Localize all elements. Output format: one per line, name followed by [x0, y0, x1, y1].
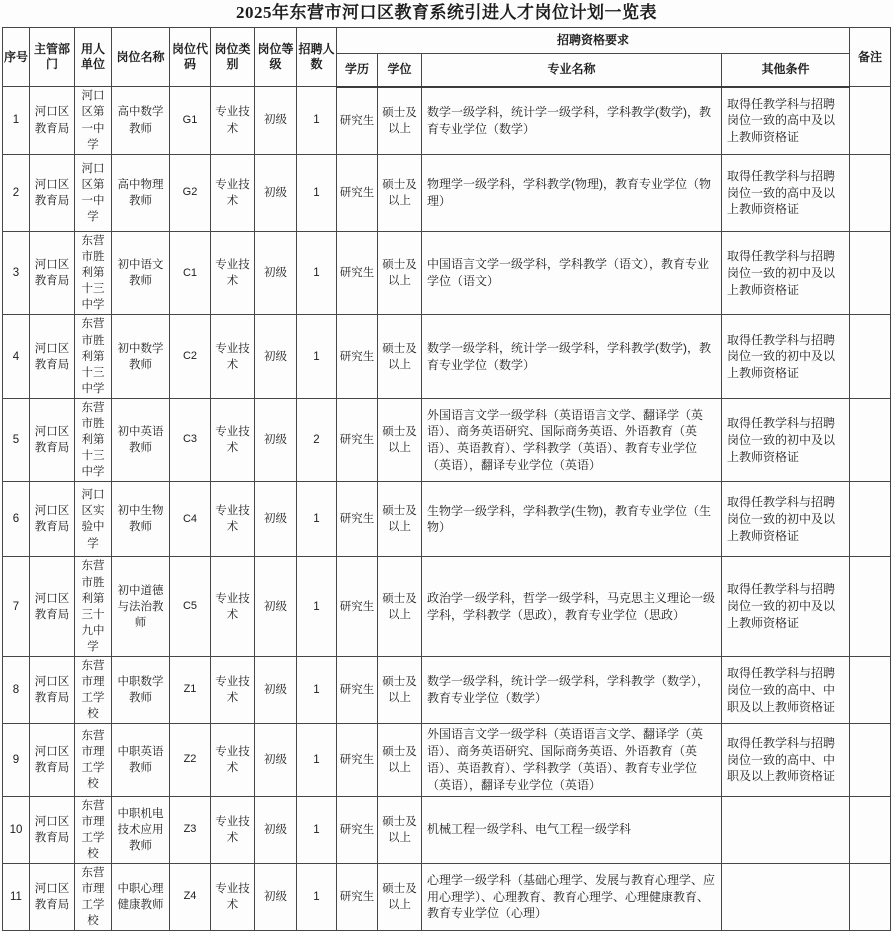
cell-gangwei-mingcheng: 中职机电技术应用教师	[111, 796, 169, 863]
cell-gangwei-dengji: 初级	[254, 398, 296, 481]
cell-gangwei-daima: C2	[169, 315, 210, 398]
cell-gangwei-mingcheng: 高中数学教师	[111, 87, 169, 155]
cell-yongren-danwei: 东营市胜利第十三中学	[74, 315, 111, 398]
cell-beizhu	[850, 315, 891, 398]
cell-yongren-danwei: 东营市理工学校	[74, 656, 111, 723]
cell-yongren-danwei: 河口区第一中学	[74, 87, 111, 155]
page-title: 2025年东营市河口区教育系统引进人才岗位计划一览表	[236, 3, 657, 22]
cell-zhuanye-mingcheng: 外国语言文学一级学科（英语语言文学、翻译学（英语）、商务英语研究、国际商务英语、外语教育（英语）、英语教育）、学科教学（英语）、教育专业学位（英语），翻译专业学位（英语）	[421, 398, 721, 481]
cell-zhuanye-mingcheng: 物理学一级学科，学科教学(物理)，教育专业学位（物理）	[421, 155, 721, 232]
cell-yongren-danwei: 河口区实验中学	[74, 482, 111, 557]
cell-zhuguan-bumen: 河口区教育局	[29, 398, 74, 481]
cell-zhuguan-bumen: 河口区教育局	[29, 724, 74, 796]
cell-xuewei: 硕士及以上	[377, 232, 421, 315]
cell-gangwei-daima: C1	[169, 232, 210, 315]
table-header	[2, 28, 890, 87]
cell-beizhu	[850, 863, 891, 930]
cell-gangwei-dengji: 初级	[254, 656, 296, 723]
cell-zhuanye-mingcheng: 生物学一级学科，学科教学(生物)，教育专业学位（生物）	[421, 482, 721, 557]
cell-qita-tiaojian: 取得任教学科与招聘岗位一致的初中及以上教师资格证	[721, 315, 849, 398]
cell-qita-tiaojian: 取得任教学科与招聘岗位一致的初中及以上教师资格证	[721, 398, 849, 481]
table-row	[2, 796, 890, 863]
cell-gangwei-daima: C4	[169, 482, 210, 557]
table-row	[2, 155, 890, 232]
cell-gangwei-leibie: 专业技术	[210, 724, 254, 796]
cell-gangwei-leibie: 专业技术	[210, 482, 254, 557]
cell-beizhu	[850, 482, 891, 557]
cell-zhaopin-renshu: 1	[296, 155, 336, 232]
cell-gangwei-mingcheng: 初中英语教师	[111, 398, 169, 481]
cell-xuhao: 11	[2, 863, 29, 930]
cell-xuewei: 硕士及以上	[377, 155, 421, 232]
cell-zhuguan-bumen: 河口区教育局	[29, 87, 74, 155]
cell-gangwei-leibie: 专业技术	[210, 87, 254, 155]
cell-gangwei-dengji: 初级	[254, 87, 296, 155]
col-header-qita-tiaojian: 其他条件	[721, 54, 849, 87]
cell-xueli: 研究生	[336, 398, 377, 481]
col-header-zhuguan-bumen: 主管部门	[29, 28, 74, 87]
cell-yongren-danwei: 东营市理工学校	[74, 863, 111, 930]
col-header-gangwei-dengji: 岗位等级	[254, 28, 296, 87]
cell-gangwei-dengji: 初级	[254, 796, 296, 863]
cell-beizhu	[850, 232, 891, 315]
cell-zhaopin-renshu: 1	[296, 656, 336, 723]
col-header-xueli: 学历	[336, 54, 377, 87]
cell-zhuguan-bumen: 河口区教育局	[29, 155, 74, 232]
cell-qita-tiaojian	[721, 796, 849, 863]
cell-xuewei: 硕士及以上	[377, 656, 421, 723]
cell-qita-tiaojian	[721, 863, 849, 930]
cell-xuhao: 2	[2, 155, 29, 232]
cell-gangwei-daima: Z2	[169, 724, 210, 796]
cell-zhuguan-bumen: 河口区教育局	[29, 863, 74, 930]
cell-gangwei-dengji: 初级	[254, 863, 296, 930]
cell-beizhu	[850, 656, 891, 723]
col-header-gangwei-daima: 岗位代码	[169, 28, 210, 87]
table-row	[2, 315, 890, 398]
cell-qita-tiaojian: 取得任教学科与招聘岗位一致的高中、中职及以上教师资格证	[721, 724, 849, 796]
cell-yongren-danwei: 东营市胜利第十三中学	[74, 232, 111, 315]
header-row-1	[2, 28, 890, 54]
cell-beizhu	[850, 155, 891, 232]
cell-xuhao: 5	[2, 398, 29, 481]
cell-gangwei-mingcheng: 高中物理教师	[111, 155, 169, 232]
cell-gangwei-mingcheng: 中职数学教师	[111, 656, 169, 723]
col-header-yongren-danwei: 用人单位	[74, 28, 111, 87]
cell-beizhu	[850, 557, 891, 657]
cell-gangwei-mingcheng: 初中语文教师	[111, 232, 169, 315]
cell-xueli: 研究生	[336, 87, 377, 155]
cell-zhaopin-renshu: 1	[296, 315, 336, 398]
table-row	[2, 557, 890, 657]
cell-gangwei-dengji: 初级	[254, 724, 296, 796]
cell-zhaopin-renshu: 1	[296, 724, 336, 796]
cell-zhuguan-bumen: 河口区教育局	[29, 796, 74, 863]
cell-beizhu	[850, 796, 891, 863]
cell-xuewei: 硕士及以上	[377, 315, 421, 398]
cell-gangwei-daima: Z1	[169, 656, 210, 723]
cell-gangwei-daima: Z3	[169, 796, 210, 863]
cell-xuhao: 9	[2, 724, 29, 796]
cell-yongren-danwei: 东营市理工学校	[74, 796, 111, 863]
table-row	[2, 724, 890, 796]
table-row	[2, 863, 890, 930]
cell-xueli: 研究生	[336, 315, 377, 398]
table-row	[2, 232, 890, 315]
cell-zhuguan-bumen: 河口区教育局	[29, 232, 74, 315]
table-row	[2, 87, 890, 155]
table-row	[2, 656, 890, 723]
cell-xuewei: 硕士及以上	[377, 482, 421, 557]
cell-qita-tiaojian: 取得任教学科与招聘岗位一致的高中及以上教师资格证	[721, 155, 849, 232]
cell-xueli: 研究生	[336, 863, 377, 930]
cell-zhuanye-mingcheng: 数学一级学科，统计学一级学科，学科教学(数学)，教育专业学位（数学）	[421, 87, 721, 155]
cell-xuhao: 4	[2, 315, 29, 398]
cell-gangwei-dengji: 初级	[254, 315, 296, 398]
cell-gangwei-leibie: 专业技术	[210, 557, 254, 657]
cell-zhaopin-renshu: 1	[296, 482, 336, 557]
cell-gangwei-leibie: 专业技术	[210, 863, 254, 930]
cell-xueli: 研究生	[336, 796, 377, 863]
cell-yongren-danwei: 东营市理工学校	[74, 724, 111, 796]
cell-gangwei-daima: Z4	[169, 863, 210, 930]
cell-zhuanye-mingcheng: 心理学一级学科（基础心理学、发展与教育心理学、应用心理学）、心理教育、教育心理学、心理健康教育、教育专业学位（心理）	[421, 863, 721, 930]
cell-xueli: 研究生	[336, 232, 377, 315]
cell-zhuguan-bumen: 河口区教育局	[29, 656, 74, 723]
col-header-gangwei-mingcheng: 岗位名称	[111, 28, 169, 87]
cell-xuewei: 硕士及以上	[377, 863, 421, 930]
table-row	[2, 398, 890, 481]
cell-yongren-danwei: 河口区第一中学	[74, 155, 111, 232]
cell-yongren-danwei: 东营市胜利第十三中学	[74, 398, 111, 481]
cell-zhuguan-bumen: 河口区教育局	[29, 315, 74, 398]
cell-gangwei-leibie: 专业技术	[210, 232, 254, 315]
cell-xuewei: 硕士及以上	[377, 724, 421, 796]
cell-zhuguan-bumen: 河口区教育局	[29, 482, 74, 557]
cell-zhuanye-mingcheng: 数学一级学科，统计学一级学科，学科教学（数学），教育专业学位（数学）	[421, 656, 721, 723]
cell-xuewei: 硕士及以上	[377, 398, 421, 481]
cell-qita-tiaojian: 取得任教学科与招聘岗位一致的高中、中职及以上教师资格证	[721, 656, 849, 723]
table-row	[2, 482, 890, 557]
cell-zhuanye-mingcheng: 中国语言文学一级学科，学科教学（语文），教育专业学位（语文）	[421, 232, 721, 315]
cell-zhaopin-renshu: 1	[296, 796, 336, 863]
cell-xueli: 研究生	[336, 656, 377, 723]
cell-gangwei-daima: G1	[169, 87, 210, 155]
col-header-zhaopin-renshu: 招聘人数	[296, 28, 336, 87]
cell-gangwei-dengji: 初级	[254, 557, 296, 657]
cell-xuhao: 10	[2, 796, 29, 863]
cell-xuhao: 6	[2, 482, 29, 557]
cell-gangwei-leibie: 专业技术	[210, 155, 254, 232]
cell-zhaopin-renshu: 1	[296, 232, 336, 315]
cell-gangwei-dengji: 初级	[254, 155, 296, 232]
cell-zhaopin-renshu: 1	[296, 87, 336, 155]
cell-gangwei-dengji: 初级	[254, 482, 296, 557]
cell-gangwei-mingcheng: 中职英语教师	[111, 724, 169, 796]
cell-gangwei-dengji: 初级	[254, 232, 296, 315]
cell-xuewei: 硕士及以上	[377, 796, 421, 863]
cell-beizhu	[850, 724, 891, 796]
cell-gangwei-mingcheng: 初中数学教师	[111, 315, 169, 398]
cell-qita-tiaojian: 取得任教学科与招聘岗位一致的初中及以上教师资格证	[721, 482, 849, 557]
cell-gangwei-leibie: 专业技术	[210, 656, 254, 723]
col-header-zhaopin-zige-yaoqiu: 招聘资格要求	[336, 28, 849, 54]
cell-qita-tiaojian: 取得任教学科与招聘岗位一致的初中及以上教师资格证	[721, 232, 849, 315]
cell-xuewei: 硕士及以上	[377, 87, 421, 155]
cell-xueli: 研究生	[336, 155, 377, 232]
col-header-beizhu: 备注	[850, 28, 891, 87]
col-header-gangwei-leibie: 岗位类别	[210, 28, 254, 87]
cell-xuhao: 8	[2, 656, 29, 723]
cell-gangwei-leibie: 专业技术	[210, 398, 254, 481]
cell-beizhu	[850, 87, 891, 155]
cell-gangwei-mingcheng: 中职心理健康教师	[111, 863, 169, 930]
col-header-xuewei: 学位	[377, 54, 421, 87]
cell-xueli: 研究生	[336, 724, 377, 796]
cell-zhaopin-renshu: 2	[296, 398, 336, 481]
job-plan-table	[2, 27, 891, 931]
cell-gangwei-daima: C5	[169, 557, 210, 657]
cell-qita-tiaojian: 取得任教学科与招聘岗位一致的初中及以上教师资格证	[721, 557, 849, 657]
cell-xuhao: 1	[2, 87, 29, 155]
cell-yongren-danwei: 东营市胜利第三十九中学	[74, 557, 111, 657]
cell-gangwei-mingcheng: 初中生物教师	[111, 482, 169, 557]
cell-zhuanye-mingcheng: 数学一级学科，统计学一级学科，学科教学(数学)，教育专业学位（数学）	[421, 315, 721, 398]
cell-gangwei-daima: G2	[169, 155, 210, 232]
cell-zhuguan-bumen: 河口区教育局	[29, 557, 74, 657]
cell-beizhu	[850, 398, 891, 481]
cell-qita-tiaojian: 取得任教学科与招聘岗位一致的高中及以上教师资格证	[721, 87, 849, 155]
cell-zhaopin-renshu: 1	[296, 863, 336, 930]
cell-zhuanye-mingcheng: 机械工程一级学科、电气工程一级学科	[421, 796, 721, 863]
cell-xueli: 研究生	[336, 482, 377, 557]
table-body	[2, 87, 890, 931]
cell-gangwei-mingcheng: 初中道德与法治教师	[111, 557, 169, 657]
cell-zhaopin-renshu: 1	[296, 557, 336, 657]
cell-zhuanye-mingcheng: 政治学一级学科，哲学一级学科，马克思主义理论一级学科，学科教学（思政），教育专业学位（思政）	[421, 557, 721, 657]
cell-xuewei: 硕士及以上	[377, 557, 421, 657]
cell-xueli: 研究生	[336, 557, 377, 657]
cell-gangwei-leibie: 专业技术	[210, 796, 254, 863]
cell-xuhao: 7	[2, 557, 29, 657]
cell-gangwei-daima: C3	[169, 398, 210, 481]
cell-xuhao: 3	[2, 232, 29, 315]
cell-gangwei-leibie: 专业技术	[210, 315, 254, 398]
col-header-zhuanye-mingcheng: 专业名称	[421, 54, 721, 87]
col-header-xuhao: 序号	[2, 28, 29, 87]
cell-zhuanye-mingcheng: 外国语言文学一级学科（英语语言文学、翻译学（英语）、商务英语研究、国际商务英语、外语教育（英语）、英语教育）、学科教学（英语）、教育专业学位（英语），翻译专业学位（英语）	[421, 724, 721, 796]
